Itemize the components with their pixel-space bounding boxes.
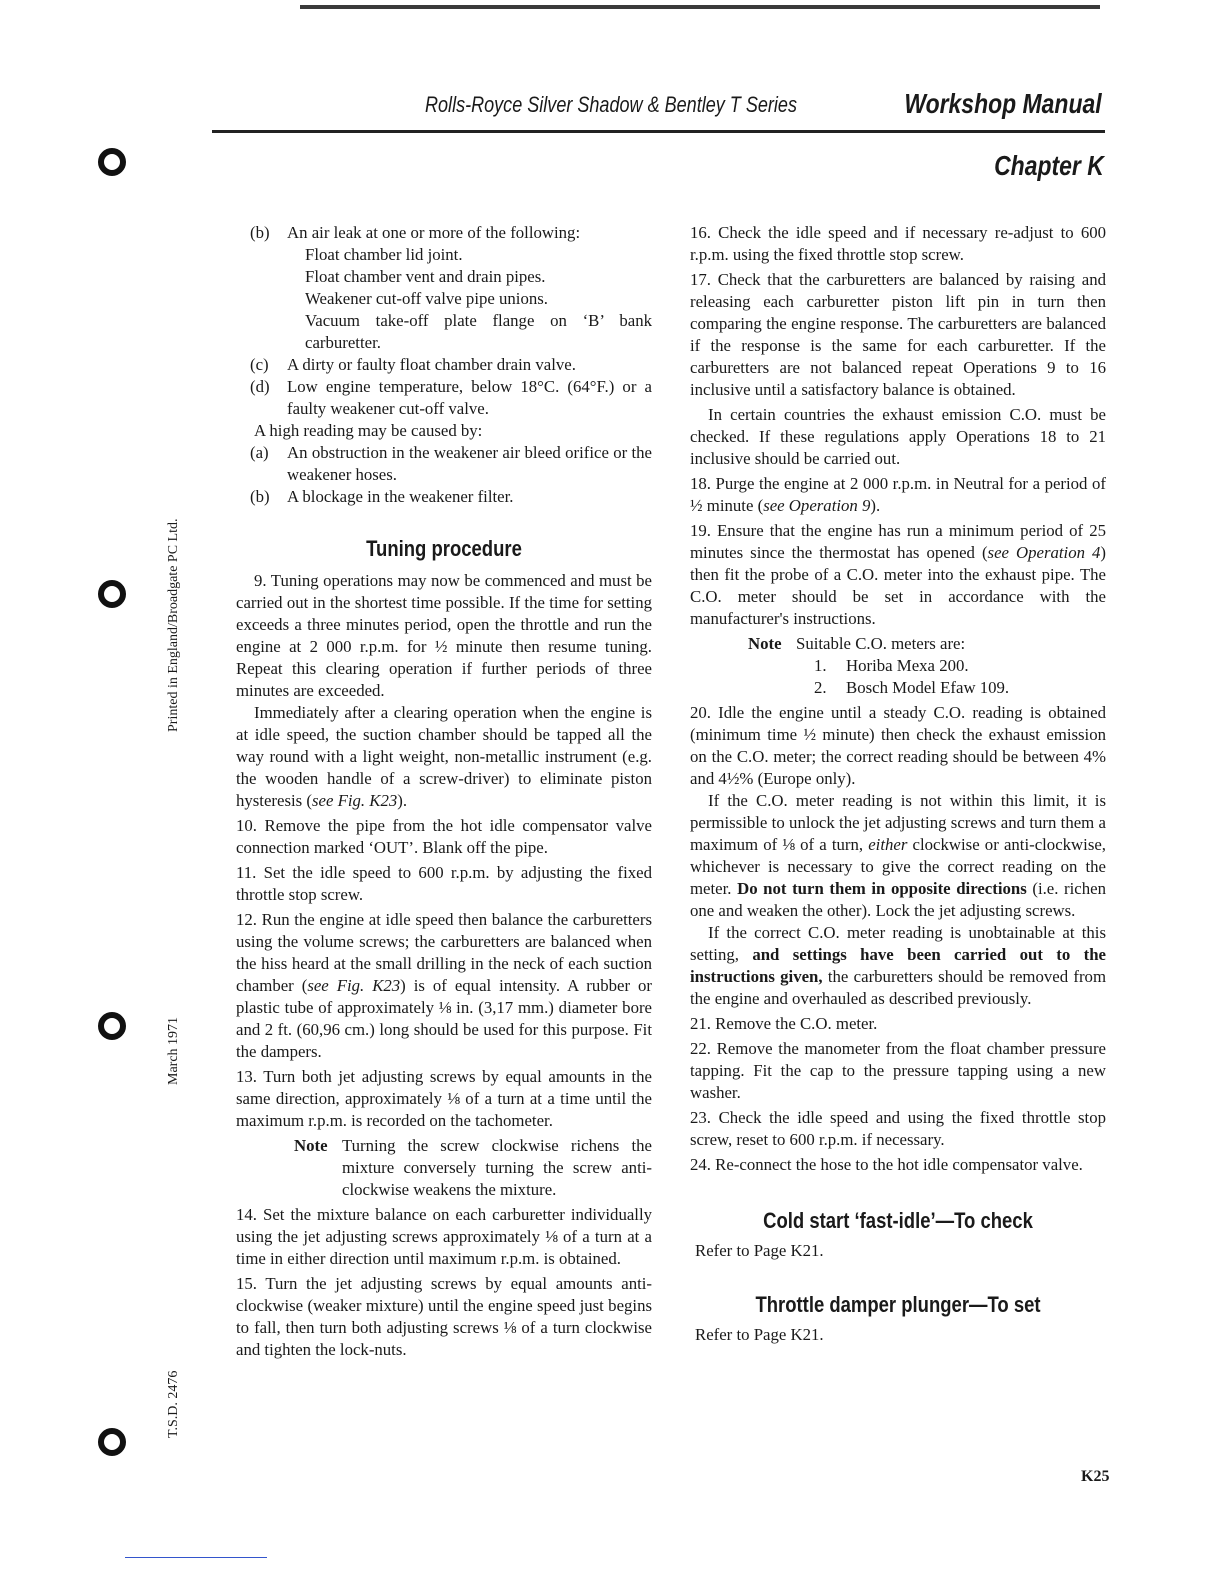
section-heading-cold-start: Cold start ‘fast-idle’—To check (763, 1208, 1033, 1233)
text: 18. Purge the engine at 2 000 r.p.m. in Neutral for a period of ½ minute ( (690, 474, 1106, 515)
section-heading-tuning: Tuning procedure (366, 536, 522, 561)
text: ) is of equal intensity. A rubber or plastic tube of approximately ⅛ in. (3,17 mm.) diameter bore and 2 ft. (60,96 cm.) long should be used for this purpose. Fit the dampers. (236, 976, 652, 1061)
list-item (236, 442, 652, 486)
left-column (236, 222, 652, 1361)
note-label: Note (294, 1136, 328, 1155)
tsd-number: T.S.D. 2476 (166, 1370, 181, 1438)
text: If the C.O. meter reading is not within this limit, it is permissible to unlock the jet adjusting screws and turn them a maximum of ⅛ of a turn, (690, 791, 1106, 854)
chapter-title: Chapter K (994, 150, 1104, 181)
binder-hole-icon (98, 1012, 126, 1040)
item-text: An obstruction in the weakener air bleed orifice or the weakener hoses. (287, 443, 652, 484)
item-label: (b) (250, 487, 270, 506)
item-label: (b) (250, 223, 270, 242)
item-text: An air leak at one or more of the following: (287, 223, 581, 242)
note-block (236, 1135, 652, 1201)
paragraph-19 (690, 520, 1106, 630)
item-text: Horiba Mexa 200. (846, 656, 969, 675)
list-item (236, 376, 652, 420)
paragraph-23: 23. Check the idle speed and using the fixed throttle stop screw, reset to 600 r.p.m. if necessary. (690, 1108, 1106, 1149)
text: (i.e. richen one and weaken the other). Lock the jet adjusting screws. (690, 879, 1106, 920)
sub-item: Float chamber vent and drain pipes. (305, 267, 546, 286)
paragraph-15: 15. Turn the jet adjusting screws by equal amounts anti-clockwise (weaker mixture) until the engine speed just begins to fall, then turn both adjusting screws ⅛ of a turn clockwise and tighten the lock-nuts. (236, 1274, 652, 1359)
bottom-rule (125, 1557, 267, 1558)
header-rule (212, 130, 1105, 133)
paragraph-9: 9. Tuning operations may now be commenced and must be carried out in the shortest time possible. If the time for setting exceeds a three minutes period, open the throttle and run the engine at 2 000 r.p.m. for ½ minute then resume tuning. Repeat this clearing operation if further periods of three minutes are exceeded. (236, 571, 652, 700)
note-label: Note (748, 634, 782, 653)
page-number: K25 (1081, 1468, 1110, 1485)
operation-reference: see Operation 4 (987, 543, 1101, 562)
paragraph-if-co (690, 790, 1106, 922)
paragraph: A high reading may be caused by: (254, 421, 483, 440)
paragraph-if-correct (690, 922, 1106, 1010)
text: If the correct C.O. meter reading is unobtainable at this setting, (690, 923, 1106, 964)
paragraph-13: 13. Turn both jet adjusting screws by equal amounts in the same direction, approximately ⅛ of a turn at a time until the maximum r.p.m. is recorded on the tachometer. (236, 1067, 652, 1130)
series-title: Rolls-Royce Silver Shadow & Bentley T Series (425, 92, 797, 117)
binder-hole-icon (98, 1428, 126, 1456)
paragraph-18 (690, 473, 1106, 517)
list-item (236, 354, 652, 376)
emphasis: either (868, 835, 908, 854)
printed-in-notice: Printed in England/Broadgate PC Ltd. (166, 518, 181, 732)
item-text: A dirty or faulty float chamber drain valve. (287, 355, 576, 374)
item-text: A blockage in the weakener filter. (287, 487, 514, 506)
note-text: Suitable C.O. meters are: (796, 634, 966, 653)
paragraph-immediately (236, 702, 652, 812)
item-label: (c) (250, 355, 269, 374)
figure-reference: see Fig. K23 (307, 976, 401, 995)
issue-date: March 1971 (166, 1016, 181, 1085)
text: the carburetters should be removed from the engine and overhauled as described previously. (690, 967, 1106, 1008)
paragraph-16: 16. Check the idle speed and if necessary re-adjust to 600 r.p.m. using the fixed throttle stop screw. (690, 223, 1106, 264)
paragraph-20: 20. Idle the engine until a steady C.O. reading is obtained (minimum time ½ minute) then check the exhaust emission on the C.O. meter; the correct reading should be between 4% and 4½% (Europe only). (690, 703, 1106, 788)
sub-item: Float chamber lid joint. (305, 245, 463, 264)
paragraph-10: 10. Remove the pipe from the hot idle compensator valve connection marked ‘OUT’. Blank off the pipe. (236, 816, 652, 857)
text: Immediately after a clearing operation when the engine is at idle speed, the suction chamber should be tapped all the way round with a light weight, non-metallic instrument (e.g. the wooden handle of a screw-driver) to eliminate piston hysteresis ( (236, 703, 652, 810)
item-number: 2. (814, 678, 827, 697)
list-item (236, 486, 652, 508)
text: ). (870, 496, 881, 515)
meter-list (690, 655, 1106, 699)
paragraph-certain-countries: In certain countries the exhaust emission C.O. must be checked. If these regulations apply Operations 18 to 21 inclusive should be carried out. (690, 405, 1106, 468)
text: 19. Ensure that the engine has run a minimum period of 25 minutes since the thermostat has opened ( (690, 521, 1106, 562)
text: ). (397, 791, 408, 810)
item-text: Bosch Model Efaw 109. (846, 678, 1010, 697)
top-scan-rule (300, 5, 1100, 9)
cold-start-reference: Refer to Page K21. (695, 1241, 824, 1260)
warning-text: and settings have been carried out to the instructions given, (690, 945, 1106, 986)
text: ) then fit the probe of a C.O. meter into the exhaust pipe. The C.O. meter should be set in accordance with the manufacturer's instructions. (690, 543, 1106, 628)
paragraph-14: 14. Set the mixture balance on each carburetter individually using the jet adjusting screws approximately ⅛ of a turn at a time in either direction until maximum r.p.m. is obtained. (236, 1205, 652, 1268)
item-label: (a) (250, 443, 269, 462)
note-block (690, 633, 1106, 655)
warning-text: Do not turn them in opposite directions (737, 879, 1027, 898)
list-item (236, 222, 652, 244)
throttle-damper-reference: Refer to Page K21. (695, 1325, 824, 1344)
list-item (814, 655, 1106, 677)
item-number: 1. (814, 656, 827, 675)
binder-hole-icon (98, 580, 126, 608)
figure-reference: see Fig. K23 (311, 791, 398, 810)
paragraph-24: 24. Re-connect the hose to the hot idle compensator valve. (690, 1155, 1083, 1174)
paragraph-11: 11. Set the idle speed to 600 r.p.m. by adjusting the fixed throttle stop screw. (236, 863, 652, 904)
item-text: Low engine temperature, below 18°C. (64°F.) or a faulty weakener cut-off valve. (287, 377, 652, 418)
section-heading-throttle-damper: Throttle damper plunger—To set (755, 1292, 1041, 1317)
note-text: Turning the screw clockwise richens the mixture conversely turning the screw anti-clockwise weakens the mixture. (342, 1136, 652, 1199)
paragraph-12 (236, 909, 652, 1063)
paragraph-17: 17. Check that the carburetters are balanced by raising and releasing each carburetter piston lift pin in turn then comparing the engine response. The carburetters are balanced if the response is the same for each carburetter. If the carburetters are not balanced repeat Operations 9 to 16 inclusive until a satisfactory balance is obtained. (690, 270, 1106, 399)
right-column (690, 222, 1106, 1346)
item-label: (d) (250, 377, 270, 396)
list-item (814, 677, 1106, 699)
text: clockwise or anti-clockwise, whichever is necessary to give the correct reading on the meter. (690, 835, 1106, 898)
paragraph-21: 21. Remove the C.O. meter. (690, 1014, 878, 1033)
text: 12. Run the engine at idle speed then balance the carburetters using the volume screws; the carburetters are balanced when the hiss heard at the small drilling in the neck of each suction chamber ( (236, 910, 652, 995)
operation-reference: see Operation 9 (763, 496, 871, 515)
sub-item: Weakener cut-off valve pipe unions. (305, 289, 548, 308)
manual-title: Workshop Manual (904, 88, 1102, 119)
binder-hole-icon (98, 148, 126, 176)
paragraph-22: 22. Remove the manometer from the float chamber pressure tapping. Fit the cap to the pressure tapping using a new washer. (690, 1039, 1106, 1102)
sub-item: Vacuum take-off plate flange on ‘B’ bank carburetter. (305, 311, 652, 352)
